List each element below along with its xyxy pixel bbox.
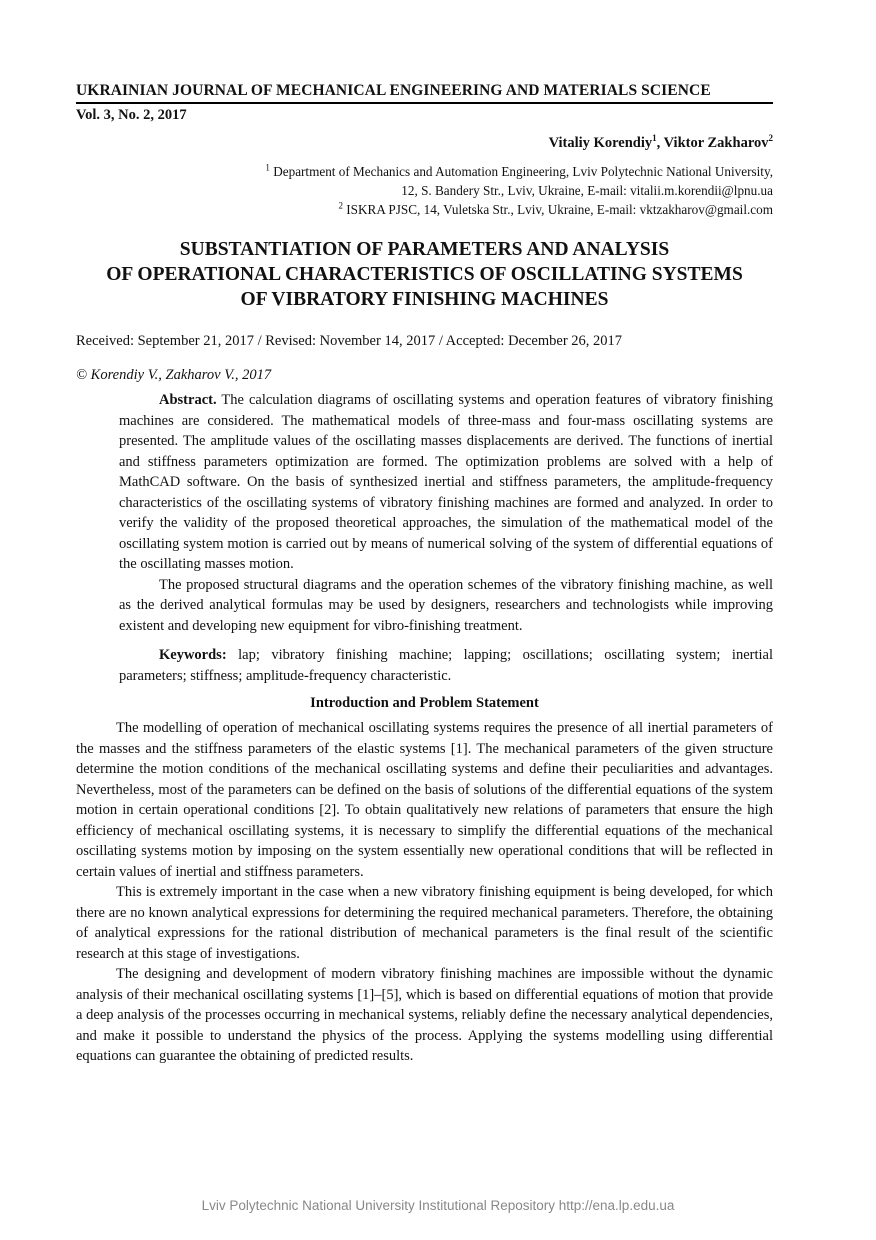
keywords-text: lap; vibratory finishing machine; lapping; oscillations; oscillating system; inertial parameters; stiffness; amplitude-frequency characteristic.	[119, 647, 773, 684]
abstract-paragraph-1	[119, 390, 773, 575]
author-2: Viktor Zakharov	[663, 135, 769, 151]
body-paragraph-3: The designing and development of modern vibratory finishing machines are impossible without the dynamic analysis of their mechanical oscillating systems [1]–[5], which is based on differential equations of motion that provide a deep analysis of the processes occurring in mechanical systems, reliably define the necessary analytical dependencies, and make it possible to understand the physics of the process. Applying the systems modelling using differential equations can guarantee the obtaining of predicted results.	[76, 966, 773, 1064]
author-1: Vitaliy Korendiy	[548, 135, 653, 151]
keywords	[119, 645, 773, 686]
affiliation-2	[76, 200, 773, 219]
section-body	[76, 718, 773, 1067]
paper-page	[76, 82, 773, 1067]
author-2-affiliation-mark: 2	[768, 133, 773, 144]
affiliation-2-mark: 2	[338, 200, 343, 211]
abstract	[119, 390, 773, 686]
abstract-label: Abstract.	[159, 392, 217, 408]
submission-dates: Received: September 21, 2017 / Revised: November 14, 2017 / Accepted: December 26, 2017	[76, 333, 623, 349]
affiliations	[76, 162, 773, 219]
title-line-1: SUBSTANTIATION OF PARAMETERS AND ANALYSIS	[179, 239, 670, 260]
body-paragraph-1: The modelling of operation of mechanical oscillating systems requires the presence of all inertial parameters of the masses and the stiffness parameters of the elastic systems [1]. The mechanical parameters of the given structure determine the motion conditions of the mechanical oscillating systems and define their peculiarities and advantages. Nevertheless, most of the parameters can be defined on the basis of solutions of the differential equations of the system motion in certain operational conditions [2]. To obtain qualitatively new relations of parameters that ensure the high efficiency of mechanical oscillating systems, it is necessary to simplify the differential equations of the mechanical oscillating systems motion by imposing on the system essentially new operational conditions that will be reflected in certain values of inertial and stiffness parameters.	[76, 720, 773, 880]
volume-info: Vol. 3, No. 2, 2017	[76, 107, 187, 123]
abstract-paragraph-2: The proposed structural diagrams and the operation schemes of the vibratory finishing machine, as well as the derived analytical formulas may be used by designers, researchers and technologists while improving existent and developing new equipment for vibro-finishing treatment.	[119, 576, 773, 634]
author-list	[76, 135, 773, 152]
paper-title	[76, 237, 773, 312]
affiliation-1-text: Department of Mechanics and Automation Engineering, Lviv Polytechnic National University,	[269, 164, 773, 179]
title-line-3: OF VIBRATORY FINISHING MACHINES	[240, 289, 609, 310]
body-paragraph-2: This is extremely important in the case when a new vibratory finishing equipment is being developed, for which there are no known analytical expressions for determining the required mechanical parameters. Therefore, the obtaining of analytical expressions for the rational distribution of mechanical parameters is the final result of the scientific research at this stage of investigations.	[76, 884, 773, 962]
section-heading: Introduction and Problem Statement	[310, 695, 539, 711]
journal-name: UKRAINIAN JOURNAL OF MECHANICAL ENGINEERING AND MATERIALS SCIENCE	[76, 82, 773, 104]
copyright-notice: © Korendiy V., Zakharov V., 2017	[76, 367, 272, 383]
abstract-text-1: The calculation diagrams of oscillating systems and operation features of vibratory finishing machines are considered. The mathematical models of three-mass and four-mass oscillating systems are presented. The amplitude values of the oscillating masses displacements are derived. The functions of inertial and stiffness parameters optimization are formed. The optimization problems are solved with a help of MathCAD software. On the basis of synthesized inertial and stiffness parameters, the amplitude-frequency characteristics of the oscillating systems of vibratory finishing machines are formed and analyzed. In order to verify the validity of the proposed theoretical approaches, the simulation of the mathematical model of the oscillating system motion is carried out by means of numerical solving of the system of differential equations of the oscillating masses motion.	[119, 392, 773, 572]
affiliation-1-line-1	[76, 162, 773, 181]
author-separator: ,	[656, 135, 664, 151]
title-line-2: OF OPERATIONAL CHARACTERISTICS OF OSCILLATING SYSTEMS	[106, 264, 743, 285]
repository-footer: Lviv Polytechnic National University Institutional Repository http://ena.lp.edu.ua	[201, 1198, 675, 1213]
affiliation-1-mark: 1	[265, 162, 270, 173]
affiliation-1-line-2: 12, S. Bandery Str., Lviv, Ukraine, E-mail: vitalii.m.korendii@lpnu.ua	[401, 183, 773, 198]
author-1-affiliation-mark: 1	[652, 133, 657, 144]
affiliation-2-text: ISKRA PJSC, 14, Vuletska Str., Lviv, Ukraine, E-mail: vktzakharov@gmail.com	[342, 202, 773, 217]
keywords-label: Keywords:	[159, 647, 227, 663]
